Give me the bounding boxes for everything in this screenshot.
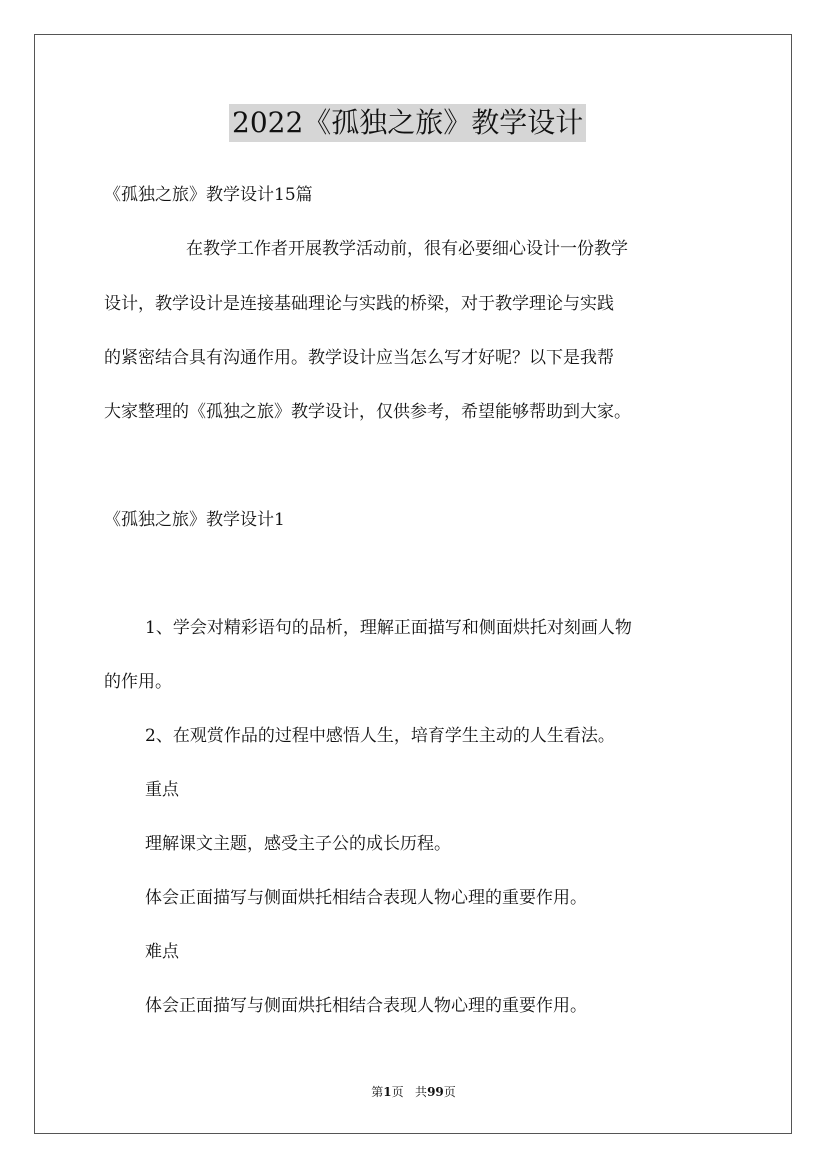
page-number: 1 [383,1085,392,1099]
section-heading: 《孤独之旅》教学设计1 [104,510,285,530]
document-title: 2022《孤独之旅》教学设计 [229,104,586,142]
page-prefix: 第 [371,1085,384,1099]
total-pages: 99 [427,1085,444,1099]
goal-line-1: 1、学会对精彩语句的品析，理解正面描写和侧面烘托对刻画人物 [145,618,632,638]
page-suffix: 页 [391,1085,404,1099]
intro-line-1: 在教学工作者开展教学活动前，很有必要细心设计一份教学 [186,239,628,259]
key-point-1: 理解课文主题，感受主子公的成长历程。 [145,834,451,854]
key-point-2: 体会正面描写与侧面烘托相结合表现人物心理的重要作用。 [145,888,587,908]
difficulty-label: 难点 [145,942,179,962]
total-prefix: 共 [415,1085,428,1099]
key-points-label: 重点 [145,780,179,800]
goal-line-2: 的作用。 [104,672,172,692]
document-subtitle: 《孤独之旅》教学设计15篇 [104,185,313,205]
intro-line-4: 大家整理的《孤独之旅》教学设计，仅供参考，希望能够帮助到大家。 [104,402,631,422]
page-footer [0,1084,827,1100]
total-suffix: 页 [443,1085,456,1099]
difficulty-point-1: 体会正面描写与侧面烘托相结合表现人物心理的重要作用。 [145,996,587,1016]
intro-line-2: 设计，教学设计是连接基础理论与实践的桥梁，对于教学理论与实践 [104,294,614,314]
intro-line-3: 的紧密结合具有沟通作用。教学设计应当怎么写才好呢？以下是我帮 [104,348,614,368]
goal-line-3: 2、在观赏作品的过程中感悟人生，培育学生主动的人生看法。 [145,726,615,746]
